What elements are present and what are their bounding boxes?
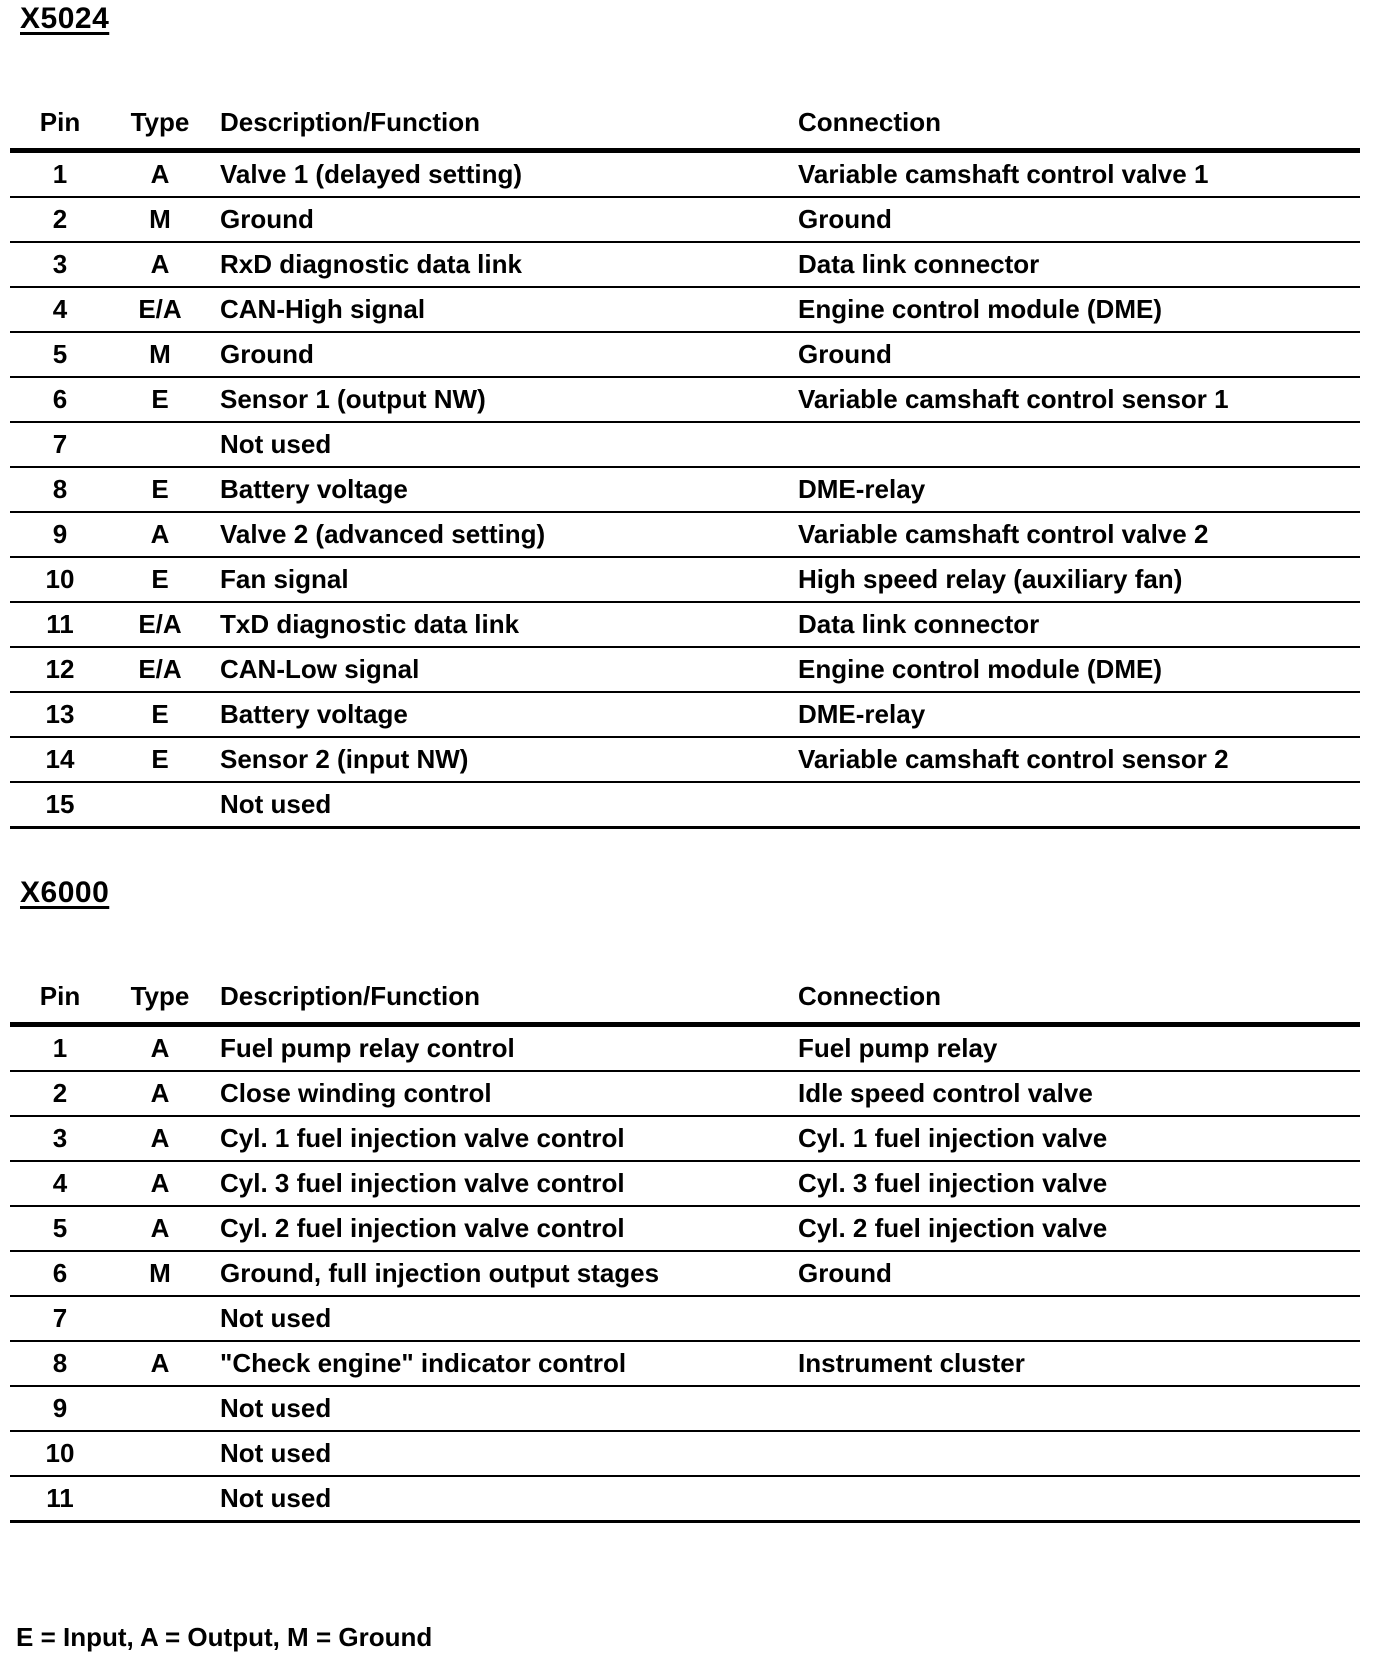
pin-cell: 7 [10, 422, 110, 467]
table-row [10, 1386, 1360, 1431]
pin-cell: 6 [10, 1251, 110, 1296]
description-cell: Close winding control [210, 1071, 792, 1116]
connection-cell: Data link connector [792, 602, 1360, 647]
column-header-pin: Pin [10, 970, 110, 1025]
description-cell: Not used [210, 1476, 792, 1522]
connection-cell [792, 1386, 1360, 1431]
connection-cell: High speed relay (auxiliary fan) [792, 557, 1360, 602]
table-row [10, 422, 1360, 467]
connection-cell [792, 1476, 1360, 1522]
table-row [10, 151, 1360, 198]
pin-cell: 4 [10, 287, 110, 332]
column-header-type: Type [110, 970, 210, 1025]
pin-cell: 3 [10, 242, 110, 287]
type-cell [110, 1386, 210, 1431]
type-cell [110, 782, 210, 828]
connection-cell: Idle speed control valve [792, 1071, 1360, 1116]
description-cell: CAN-High signal [210, 287, 792, 332]
column-header-pin: Pin [10, 96, 110, 151]
description-cell: Fuel pump relay control [210, 1025, 792, 1072]
connection-cell: Cyl. 3 fuel injection valve [792, 1161, 1360, 1206]
description-cell: Cyl. 2 fuel injection valve control [210, 1206, 792, 1251]
type-cell: E [110, 557, 210, 602]
table-row [10, 332, 1360, 377]
table-row [10, 512, 1360, 557]
connection-cell: DME-relay [792, 692, 1360, 737]
table-row [10, 692, 1360, 737]
type-cell: M [110, 332, 210, 377]
pin-cell: 13 [10, 692, 110, 737]
pin-cell: 9 [10, 1386, 110, 1431]
pin-cell: 2 [10, 1071, 110, 1116]
connection-cell: Ground [792, 332, 1360, 377]
column-header-connection: Connection [792, 96, 1360, 151]
table-row [10, 197, 1360, 242]
table-row [10, 782, 1360, 828]
description-cell: Valve 1 (delayed setting) [210, 151, 792, 198]
column-header-type: Type [110, 96, 210, 151]
description-cell: Not used [210, 1431, 792, 1476]
pin-cell: 10 [10, 1431, 110, 1476]
pin-cell: 8 [10, 467, 110, 512]
connection-cell [792, 782, 1360, 828]
connection-cell: DME-relay [792, 467, 1360, 512]
description-cell: CAN-Low signal [210, 647, 792, 692]
table-row [10, 647, 1360, 692]
description-cell: Sensor 2 (input NW) [210, 737, 792, 782]
type-cell: E [110, 377, 210, 422]
connection-cell: Fuel pump relay [792, 1025, 1360, 1072]
connection-cell: Variable camshaft control valve 2 [792, 512, 1360, 557]
type-cell: E/A [110, 602, 210, 647]
connection-cell: Engine control module (DME) [792, 287, 1360, 332]
table-row [10, 557, 1360, 602]
connection-cell: Data link connector [792, 242, 1360, 287]
pin-cell: 5 [10, 1206, 110, 1251]
table-row [10, 737, 1360, 782]
pin-table-x5024 [10, 96, 1360, 829]
pin-cell: 9 [10, 512, 110, 557]
pin-cell: 12 [10, 647, 110, 692]
type-cell [110, 1476, 210, 1522]
table-row [10, 377, 1360, 422]
type-cell: M [110, 1251, 210, 1296]
description-cell: Battery voltage [210, 692, 792, 737]
type-cell: A [110, 1161, 210, 1206]
description-cell: TxD diagnostic data link [210, 602, 792, 647]
description-cell: RxD diagnostic data link [210, 242, 792, 287]
connection-cell: Variable camshaft control sensor 1 [792, 377, 1360, 422]
pin-cell: 2 [10, 197, 110, 242]
description-cell: Not used [210, 782, 792, 828]
table-row [10, 1206, 1360, 1251]
description-cell: Not used [210, 1386, 792, 1431]
type-cell: A [110, 1341, 210, 1386]
table-row [10, 467, 1360, 512]
type-cell: A [110, 1116, 210, 1161]
type-cell: E/A [110, 647, 210, 692]
pin-cell: 1 [10, 151, 110, 198]
pin-cell: 14 [10, 737, 110, 782]
type-legend: E = Input, A = Output, M = Ground [16, 1622, 433, 1652]
table-row [10, 1296, 1360, 1341]
type-cell: A [110, 151, 210, 198]
pin-table-x6000 [10, 970, 1360, 1523]
table-row [10, 1341, 1360, 1386]
section-title-x5024: X5024 [20, 2, 110, 35]
connection-cell: Instrument cluster [792, 1341, 1360, 1386]
connection-cell [792, 1431, 1360, 1476]
table-row [10, 242, 1360, 287]
connection-cell: Variable camshaft control valve 1 [792, 151, 1360, 198]
description-cell: Cyl. 1 fuel injection valve control [210, 1116, 792, 1161]
pin-cell: 10 [10, 557, 110, 602]
description-cell: Ground, full injection output stages [210, 1251, 792, 1296]
pin-cell: 8 [10, 1341, 110, 1386]
type-cell: A [110, 1025, 210, 1072]
description-cell: Fan signal [210, 557, 792, 602]
description-cell: Battery voltage [210, 467, 792, 512]
type-cell: M [110, 197, 210, 242]
type-cell: A [110, 512, 210, 557]
column-header-description: Description/Function [210, 96, 792, 151]
connection-cell: Engine control module (DME) [792, 647, 1360, 692]
connection-cell [792, 1296, 1360, 1341]
type-cell: E [110, 737, 210, 782]
description-cell: Not used [210, 1296, 792, 1341]
type-cell [110, 1431, 210, 1476]
description-cell: Not used [210, 422, 792, 467]
pin-cell: 7 [10, 1296, 110, 1341]
description-cell: Ground [210, 197, 792, 242]
table-row [10, 1116, 1360, 1161]
table-row [10, 1025, 1360, 1072]
type-cell [110, 1296, 210, 1341]
connection-cell: Variable camshaft control sensor 2 [792, 737, 1360, 782]
pin-cell: 3 [10, 1116, 110, 1161]
column-header-connection: Connection [792, 970, 1360, 1025]
description-cell: "Check engine" indicator control [210, 1341, 792, 1386]
pin-cell: 5 [10, 332, 110, 377]
pin-cell: 15 [10, 782, 110, 828]
description-cell: Sensor 1 (output NW) [210, 377, 792, 422]
pin-cell: 4 [10, 1161, 110, 1206]
type-cell: E/A [110, 287, 210, 332]
type-cell: E [110, 467, 210, 512]
description-cell: Valve 2 (advanced setting) [210, 512, 792, 557]
type-cell: A [110, 242, 210, 287]
connection-cell [792, 422, 1360, 467]
pin-cell: 6 [10, 377, 110, 422]
table-row [10, 1431, 1360, 1476]
table-row [10, 1161, 1360, 1206]
connection-cell: Ground [792, 1251, 1360, 1296]
type-cell: A [110, 1071, 210, 1116]
table-header-row [10, 970, 1360, 1025]
pin-cell: 1 [10, 1025, 110, 1072]
column-header-description: Description/Function [210, 970, 792, 1025]
table-header-row [10, 96, 1360, 151]
type-cell: E [110, 692, 210, 737]
table-row [10, 1476, 1360, 1522]
pin-cell: 11 [10, 1476, 110, 1522]
table-row [10, 1071, 1360, 1116]
pin-cell: 11 [10, 602, 110, 647]
table-row [10, 602, 1360, 647]
connection-cell: Cyl. 1 fuel injection valve [792, 1116, 1360, 1161]
section-title-x6000: X6000 [20, 876, 110, 909]
connection-cell: Ground [792, 197, 1360, 242]
table-row [10, 1251, 1360, 1296]
table-row [10, 287, 1360, 332]
type-cell: A [110, 1206, 210, 1251]
description-cell: Cyl. 3 fuel injection valve control [210, 1161, 792, 1206]
description-cell: Ground [210, 332, 792, 377]
connection-cell: Cyl. 2 fuel injection valve [792, 1206, 1360, 1251]
type-cell [110, 422, 210, 467]
